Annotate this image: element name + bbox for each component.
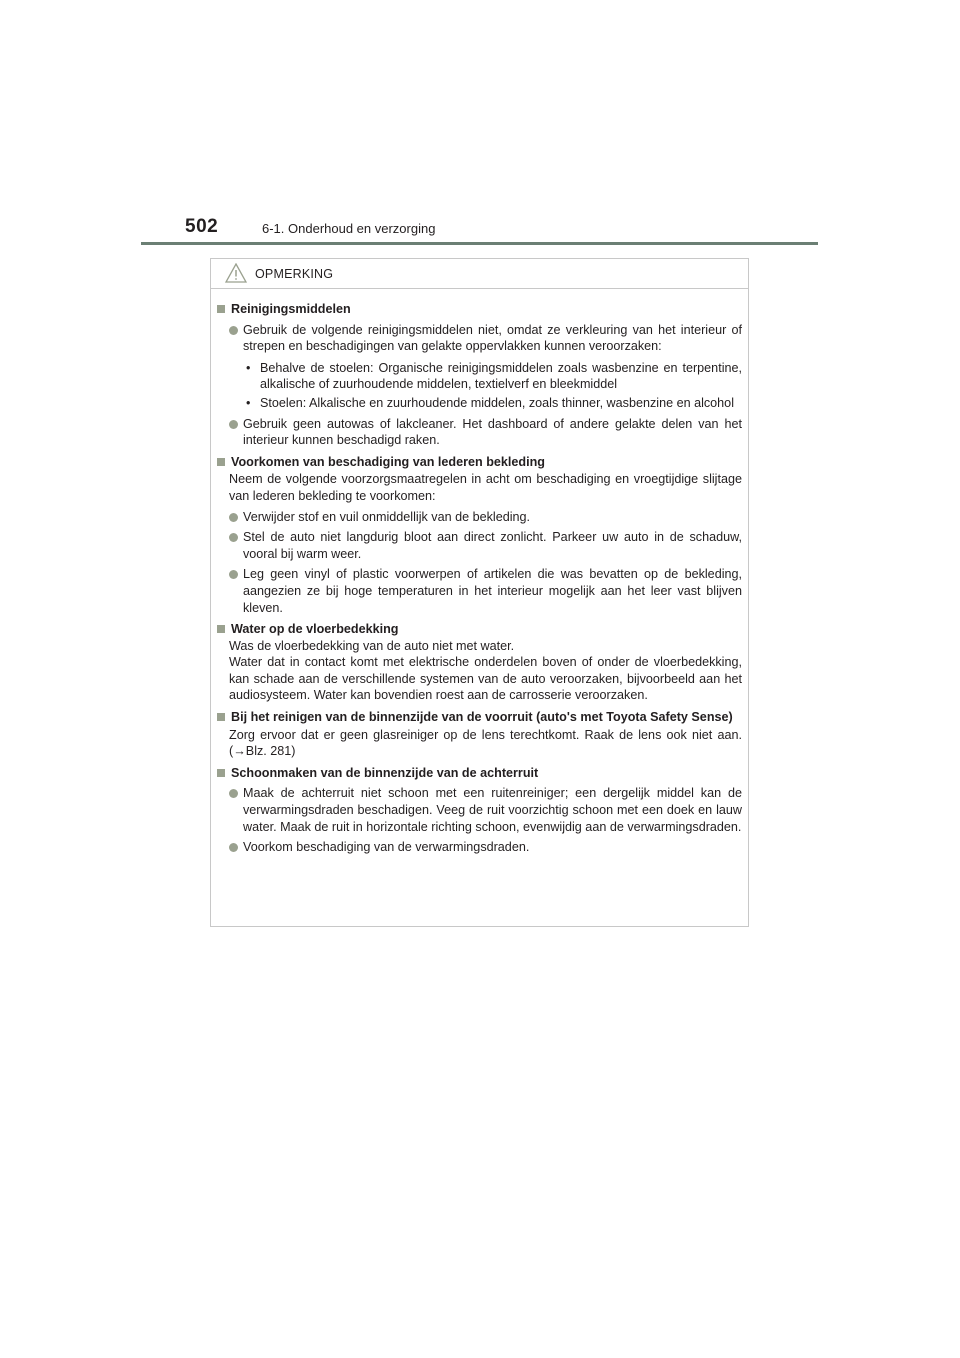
round-bullet-icon xyxy=(229,789,238,798)
section-intro: Neem de volgende voorzorgsmaatregelen in acht om beschadiging en vroegtijdige slijtage van lederen bekleding te voorkomen: xyxy=(229,472,742,503)
section-title: 6-1. Onderhoud en verzorging xyxy=(262,221,436,236)
round-bullet-icon xyxy=(229,420,238,429)
section-title-text: Water op de vloerbedekking xyxy=(231,622,399,637)
section-text: Zorg ervoor dat er geen glasreiniger op de lens terechtkomt. Raak de lens ook niet aan. (→Blz. 281) xyxy=(229,727,742,759)
page-number: 502 xyxy=(185,216,219,237)
notice-label: OPMERKING xyxy=(255,266,334,281)
round-bullet-icon xyxy=(229,513,238,522)
round-bullet-icon xyxy=(229,533,238,542)
section-cleaning-agents xyxy=(216,301,742,449)
round-bullet-icon xyxy=(229,570,238,579)
square-bullet-icon xyxy=(217,625,225,633)
square-bullet-icon xyxy=(217,458,225,466)
section-title-text: Bij het reinigen van de binnenzijde van de voorruit (auto's met Toyota Safety Sense) xyxy=(231,710,733,725)
round-bullet-icon xyxy=(229,843,238,852)
section-title-text: Voorkomen van beschadiging van lederen bekleding xyxy=(231,454,545,469)
section-heading xyxy=(216,621,742,638)
section-rear-window xyxy=(216,765,742,856)
warning-triangle-icon xyxy=(225,263,247,283)
notice-header xyxy=(211,259,748,289)
square-bullet-icon xyxy=(217,305,225,313)
section-windshield xyxy=(216,709,742,760)
list-item: Voorkom beschadiging van de verwarmingsdraden. xyxy=(229,839,742,856)
header-rule xyxy=(141,242,818,245)
sub-list-item: • Stoelen: Alkalische en zuurhoudende middelen, zoals thinner, wasbenzine en alcohol xyxy=(246,395,734,410)
list-item: Gebruik de volgende reinigingsmiddelen niet, omdat ze verkleuring van het interieur of strepen en beschadigingen van gelakte oppervlakken kunnen veroorzaken: xyxy=(229,322,742,355)
list-item: Stel de auto niet langdurig bloot aan direct zonlicht. Parkeer uw auto in de schaduw, vooral bij warm weer. xyxy=(229,529,742,562)
notice-box xyxy=(210,258,749,927)
section-text: Was de vloerbedekking van de auto niet met water. Water dat in contact komt met elektrische onderdelen boven of onder de vloerbedekking, kan schade aan de verschillende systemen van de auto veroorzaken, bijvoorbeeld aan het audiosysteem. Water kan bovendien roest aan de carrosserie veroorzaken. xyxy=(229,638,742,703)
notice-body xyxy=(211,289,748,856)
section-title-text: Schoonmaken van de binnenzijde van de achterruit xyxy=(231,765,539,780)
section-heading xyxy=(216,765,742,782)
bullet-dot: • xyxy=(246,395,251,410)
bullet-dot: • xyxy=(246,360,251,375)
section-leather-upholstery xyxy=(216,454,742,616)
square-bullet-icon xyxy=(217,769,225,777)
square-bullet-icon xyxy=(217,713,225,721)
section-heading xyxy=(216,301,742,318)
list-item: Leg geen vinyl of plastic voorwerpen of artikelen die was bevatten op de bekleding, aangezien ze bij hoge temperaturen in het interieur mogelijk aan het leer vast blijven kleven. xyxy=(229,566,742,616)
section-heading xyxy=(216,709,742,726)
list-item: Gebruik geen autowas of lakcleaner. Het dashboard of andere gelakte delen van het interieur kunnen beschadigd raken. xyxy=(229,416,742,449)
section-heading xyxy=(216,454,742,471)
sub-list-item: • Behalve de stoelen: Organische reinigingsmiddelen zoals wasbenzine en terpentine, alkalische of zuurhoudende middelen, textielverf en bleekmiddel xyxy=(246,360,742,392)
list-item: Verwijder stof en vuil onmiddellijk van de bekleding. xyxy=(229,509,742,526)
section-water-floor xyxy=(216,621,742,704)
round-bullet-icon xyxy=(229,326,238,335)
list-item: Maak de achterruit niet schoon met een ruitenreiniger; een dergelijk middel kan de verwarmingsdraden beschadigen. Veeg de ruit voorzichtig schoon met een doek en lauw water. Maak de ruit in horizontale richting schoon, evenwijdig aan de verwarmingsdraden. xyxy=(229,785,742,835)
section-title-text: Reinigingsmiddelen xyxy=(231,302,351,316)
